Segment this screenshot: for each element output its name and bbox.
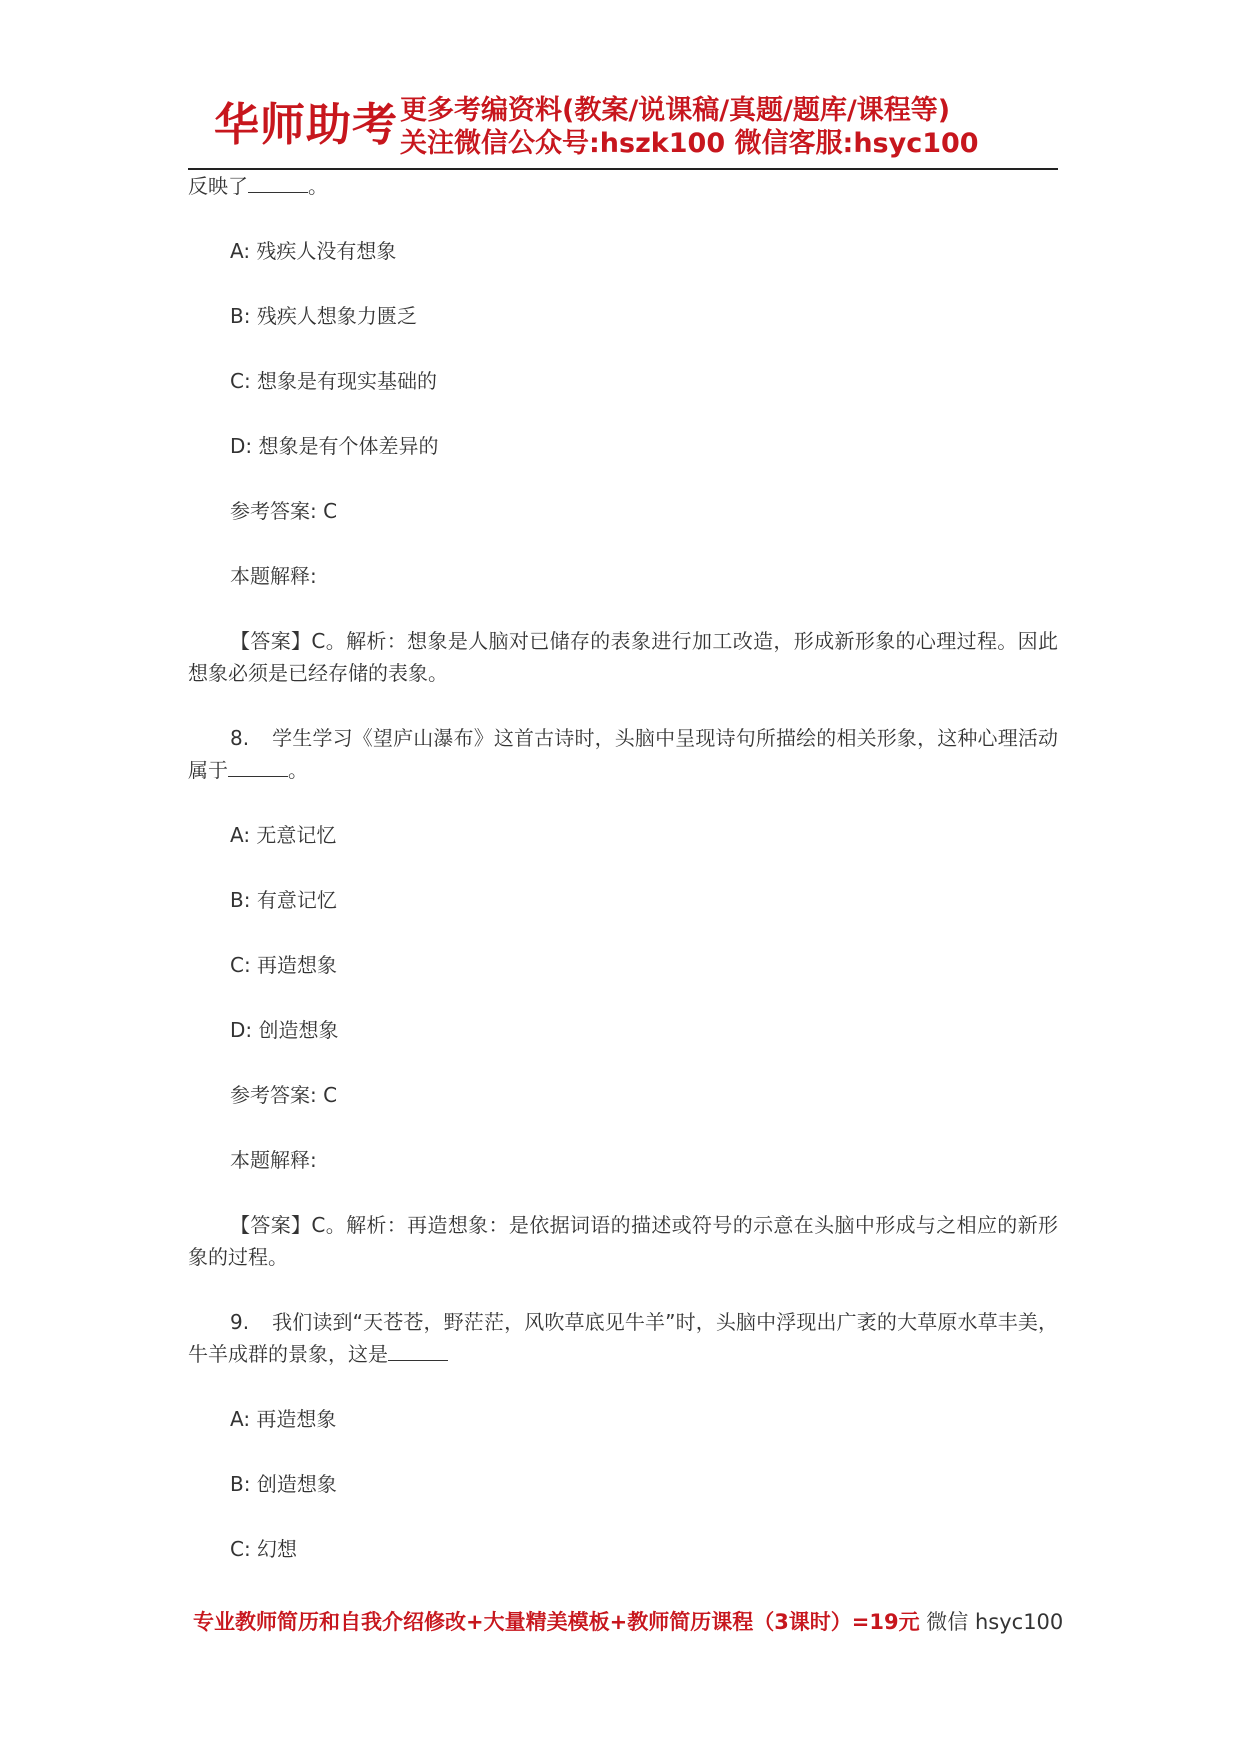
q8-stem: 8. 学生学习《望庐山瀑布》这首古诗时，头脑中呈现诗句所描绘的相关形象，这种心理活动属于 。 [188,722,1058,786]
answer-blank [228,754,288,777]
q9-option-a: A: 再造想象 [230,1407,337,1431]
q9-number: 9. [230,1310,250,1334]
q8-option-b: B: 有意记忆 [230,888,337,912]
q7-option-d: D: 想象是有个体差异的 [230,434,439,458]
brand-logo: 华师助考 [214,98,399,151]
header-promo [400,94,979,160]
q7-explain-label: 本题解释: [230,564,317,588]
q8-number: 8. [230,726,250,750]
q7-stem-tail: 反映了 。 [188,170,1058,202]
q7-answer: 参考答案: C [230,499,338,523]
q9-option-c: C: 幻想 [230,1537,298,1561]
q8-answer: 参考答案: C [230,1083,338,1107]
q8-option-a: A: 无意记忆 [230,823,337,847]
answer-blank [248,170,308,193]
q7-option-b: B: 残疾人想象力匮乏 [230,304,417,328]
q8-explain-label: 本题解释: [230,1148,317,1172]
q9-stem: 9. 我们读到“天苍苍，野茫茫，风吹草底见牛羊”时，头脑中浮现出广袤的大草原水草丰美，牛羊成群的景象，这是 [188,1306,1058,1370]
q9-option-b: B: 创造想象 [230,1472,337,1496]
footer-contact: 微信 hsyc100 [919,1610,1064,1634]
page-footer [193,1607,1093,1637]
q8-option-d: D: 创造想象 [230,1018,339,1042]
q8-option-c: C: 再造想象 [230,953,338,977]
page-header [188,86,1058,170]
q7-option-c: C: 想象是有现实基础的 [230,369,438,393]
q7-option-a: A: 残疾人没有想象 [230,239,397,263]
answer-blank [388,1338,448,1361]
q7-explanation: 【答案】C。解析：想象是人脑对已储存的表象进行加工改造，形成新形象的心理过程。因此想象必须是已经存储的表象。 [188,629,1058,685]
document-body [188,170,1058,1565]
header-line-2: 关注微信公众号:hszk100 微信客服:hsyc100 [400,128,979,159]
q8-explanation: 【答案】C。解析：再造想象：是依据词语的描述或符号的示意在头脑中形成与之相应的新形象的过程。 [188,1213,1058,1269]
footer-promo: 专业教师简历和自我介绍修改+大量精美模板+教师简历课程（3课时）=19元 [193,1610,920,1634]
header-line-1: 更多考编资料(教案/说课稿/真题/题库/课程等) [400,95,951,126]
